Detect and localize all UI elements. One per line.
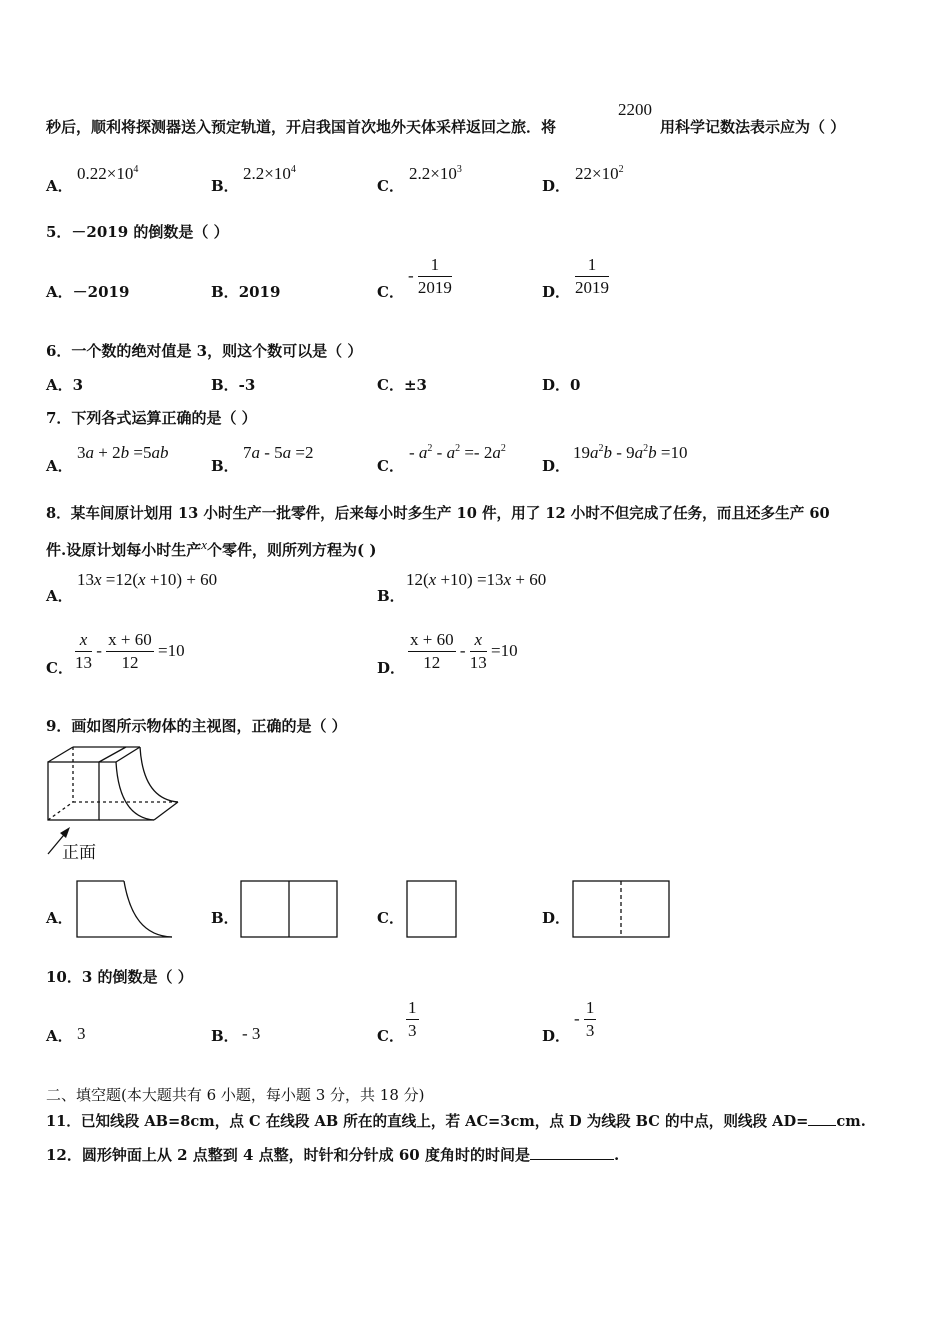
q4-number: 2200 (618, 100, 652, 119)
q6-stem: 6．一个数的绝对值是 3，则这个数可以是（ ） (46, 342, 363, 360)
q7-option-b-expr: 7a - 5a =2 (243, 443, 314, 462)
q12-text: 12．圆形钟面上从 2 点整到 4 点整，时针和分针成 60 度角时的时间是 . (46, 1146, 620, 1164)
q10-option-b-label: B． (211, 1027, 239, 1045)
q9-option-d-figure (570, 878, 674, 942)
q5-option-d-value (575, 255, 609, 299)
q4-text-after: 用科学记数法表示应为（ ） (660, 118, 846, 136)
q9-stem: 9．画如图所示物体的主视图，正确的是（ ） (46, 717, 347, 735)
shape-curve (124, 881, 172, 937)
q9-option-c-figure (404, 878, 460, 942)
q6-option-b: B．-3 (211, 376, 256, 394)
q10-option-c-label: C． (377, 1027, 404, 1045)
q9-option-d-label: D． (542, 909, 571, 927)
fraction: $\frac{1}{3}$ (585, 998, 595, 1041)
q9-option-b-label: B． (211, 909, 239, 927)
q4-option-b-value: $2.2\times 10^4$ (243, 164, 296, 183)
q5-option-c-value: - $\frac{1}{2019}$ (408, 255, 452, 298)
q8-option-c-label: C． (46, 659, 73, 677)
fraction: $\frac{x}{13}$ (469, 630, 487, 673)
q7-option-b-label: B． (211, 457, 239, 475)
q8-option-b-expr: 12(x +10) =13x + 60 (406, 570, 547, 589)
q7-option-c-expr: - $a^2 - a^2 =- 2a^2$ (409, 443, 506, 462)
fraction: $\frac{1}{3}$ (408, 998, 417, 1041)
section-2-heading: 二、填空题(本大题共有 6 小题，每小题 3 分，共 18 分) (46, 1086, 425, 1104)
q11-text: 11．已知线段 AB=8cm，点 C 在线段 AB 所在的直线上，若 AC=3cm，点 D 为线段 BC 的中点，则线段 AD= cm. (46, 1113, 866, 1130)
q8-option-a-expr: 13x =12(x +10) + 60 (77, 570, 218, 589)
q8-option-c-expr: $\frac{x}{13}$ - $\frac{x + 60}{12}$ =10 (75, 630, 185, 673)
hidden-edge (48, 802, 73, 820)
q6-option-c: C．±3 (377, 376, 427, 394)
q10-option-b-value: - 3 (242, 1024, 261, 1043)
edge (99, 747, 126, 762)
q5-option-d-label: D． (542, 283, 571, 301)
q4-option-d-value: $22\times 10^2$ (575, 164, 624, 183)
q8-stem-line1: 8．某车间原计划用 13 小时生产一批零件，后来每小时多生产 10 件，用了 12 小时不但完成了任务，而且还多生产 60 (46, 505, 830, 522)
object-drawing (48, 747, 178, 820)
answer-blank[interactable] (808, 1125, 836, 1126)
q6-option-d: D．0 (542, 376, 581, 394)
front-label: 正面 (62, 843, 96, 863)
q7-option-a-expr: 3a + 2b =5ab (77, 443, 169, 462)
q4-option-d-label: D． (542, 177, 571, 195)
back-curve (140, 747, 178, 802)
q10-option-a-value: 3 (77, 1024, 86, 1043)
q8-option-d-expr: $\frac{x + 60}{12}$ - $\frac{x}{13}$ =10 (410, 630, 518, 673)
fraction: $\frac{x + 60}{12}$ (108, 630, 152, 673)
q8-option-d-label: D． (377, 659, 406, 677)
fraction: $\frac{1}{2019}$ (417, 255, 452, 298)
front-curve (116, 762, 154, 820)
q7-option-d-expr: $19a^2b - 9a^2b =10$ (573, 443, 688, 462)
fraction: $\frac{1}{2019}$ (575, 255, 609, 298)
q5-option-b: B．2019 (211, 283, 281, 301)
q4-option-a-label: A． (46, 177, 73, 195)
q9-option-a-label: A． (46, 909, 73, 927)
edge (116, 747, 140, 762)
answer-blank[interactable] (530, 1159, 614, 1160)
q4-stem (46, 116, 556, 137)
fraction: $\frac{x}{13}$ (75, 630, 92, 673)
q10-option-c-value (406, 998, 419, 1042)
q7-option-c-label: C． (377, 457, 404, 475)
edge (154, 802, 178, 820)
fraction: $\frac{x + 60}{12}$ (410, 630, 454, 673)
q5-stem: 5．－2019 的倒数是（ ） (46, 223, 229, 241)
q4-option-b-label: B． (211, 177, 239, 195)
q10-option-d-label: D． (542, 1027, 571, 1045)
q9-option-a-figure (72, 878, 178, 942)
q4-option-a-value: $0.22\times 10^4$ (77, 164, 139, 183)
edge (48, 747, 73, 762)
q10-option-a-label: A． (46, 1027, 73, 1045)
q10-option-d-value: - $\frac{1}{3}$ (574, 998, 595, 1041)
q6-option-a: A．3 (46, 376, 84, 394)
q7-stem: 7．下列各式运算正确的是（ ） (46, 409, 257, 427)
q8-option-a-label: A． (46, 587, 73, 605)
q4-option-c-label: C． (377, 177, 404, 195)
q8-stem-line2: 件.设原计划每小时生产x个零件，则所列方程为( ) (46, 537, 377, 559)
q8-option-b-label: B． (377, 587, 405, 605)
q9-option-c-label: C． (377, 909, 404, 927)
q7-option-a-label: A． (46, 457, 73, 475)
arrow-head (60, 827, 70, 838)
q7-option-d-label: D． (542, 457, 571, 475)
q5-option-a: A．－2019 (46, 283, 130, 301)
q10-stem: 10．3 的倒数是（ ） (46, 968, 193, 986)
q4-option-c-value: $2.2\times 10^3$ (409, 164, 462, 183)
shape-outline (77, 881, 172, 937)
shape-outline (407, 881, 456, 937)
q5-option-c-label: C． (377, 283, 404, 301)
q9-option-b-figure (238, 878, 342, 942)
q4-text-before: 秒后，顺利将探测器送入预定轨道，开启我国首次地外天体采样返回之旅．将 (46, 118, 557, 136)
